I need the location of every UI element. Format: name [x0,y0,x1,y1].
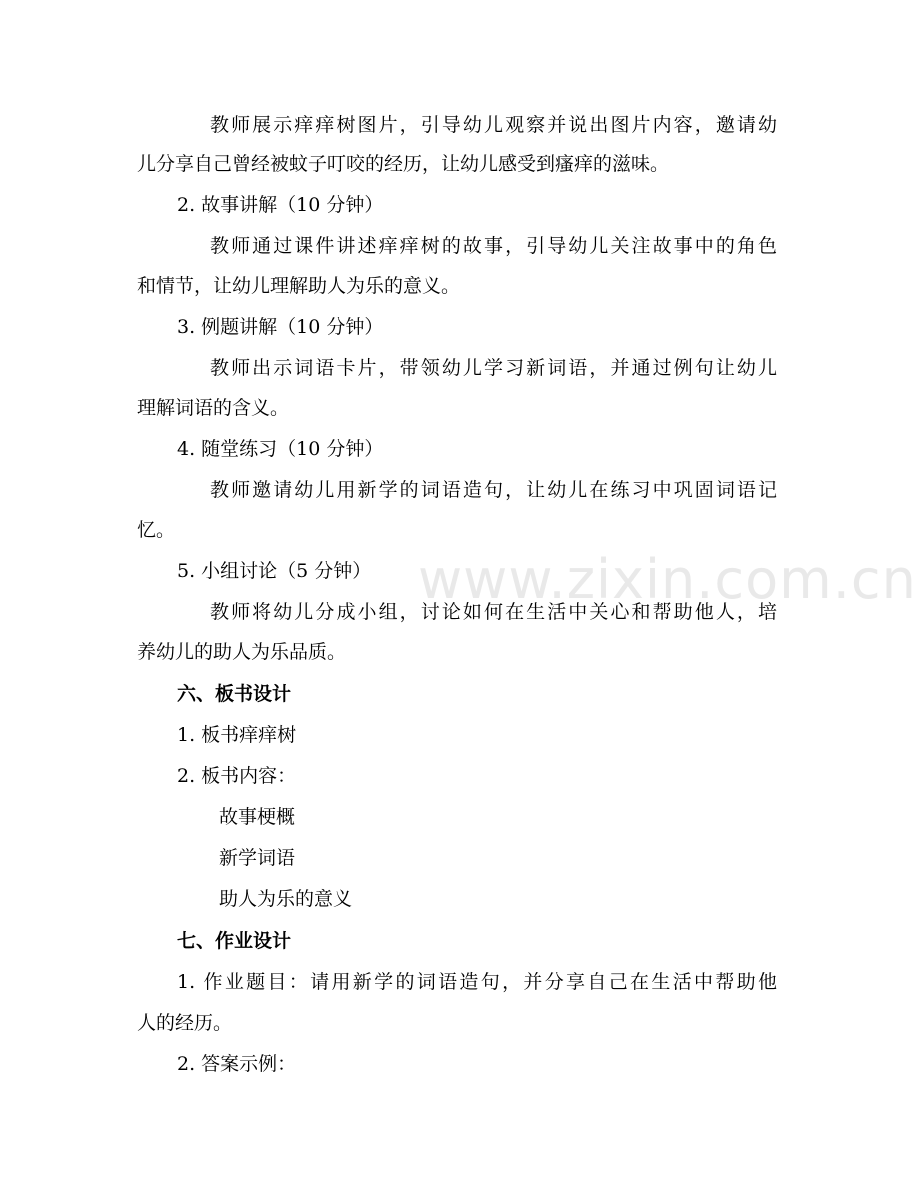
paragraph-4-line-1: 教师邀请幼儿用新学的词语造句，让幼儿在练习中巩固词语记 [210,479,777,501]
section-2-heading: 2. 故事讲解（10 分钟） [177,194,384,216]
paragraph-2-line-1: 教师通过课件讲述痒痒树的故事，引导幼儿关注故事中的角色 [210,235,777,257]
paragraph-2-line-2: 和情节，让幼儿理解助人为乐的意义。 [137,275,461,297]
board-subitem-2: 新学词语 [219,847,296,869]
section-5-heading: 5. 小组讨论（5 分钟） [177,560,372,582]
paragraph-intro-line-2: 儿分享自己曾经被蚊子叮咬的经历，让幼儿感受到瘙痒的滋味。 [137,153,670,175]
board-item-1: 1. 板书痒痒树 [177,724,297,746]
board-item-2: 2. 板书内容： [177,765,297,787]
homework-item-2: 2. 答案示例： [177,1053,297,1075]
paragraph-3-line-1: 教师出示词语卡片，带领幼儿学习新词语，并通过例句让幼儿 [210,357,777,379]
paragraph-3-line-2: 理解词语的含义。 [137,397,290,419]
section-3-heading: 3. 例题讲解（10 分钟） [177,316,384,338]
watermark: www.zixin.com.cn [418,548,917,611]
paragraph-5-line-1: 教师将幼儿分成小组，讨论如何在生活中关心和帮助他人，培 [210,601,777,623]
paragraph-intro-line-1: 教师展示痒痒树图片，引导幼儿观察并说出图片内容，邀请幼 [210,114,777,136]
board-subitem-3: 助人为乐的意义 [219,888,353,910]
paragraph-5-line-2: 养幼儿的助人为乐品质。 [137,641,347,663]
homework-item-1-line-1: 1. 作业题目：请用新学的词语造句，并分享自己在生活中帮助他 [177,971,777,993]
section-7-title: 七、作业设计 [177,930,292,952]
section-6-title: 六、板书设计 [177,683,292,705]
homework-item-1-line-2: 人的经历。 [137,1012,233,1034]
board-subitem-1: 故事梗概 [219,806,296,828]
section-4-heading: 4. 随堂练习（10 分钟） [177,438,384,460]
paragraph-4-line-2: 忆。 [137,519,176,541]
